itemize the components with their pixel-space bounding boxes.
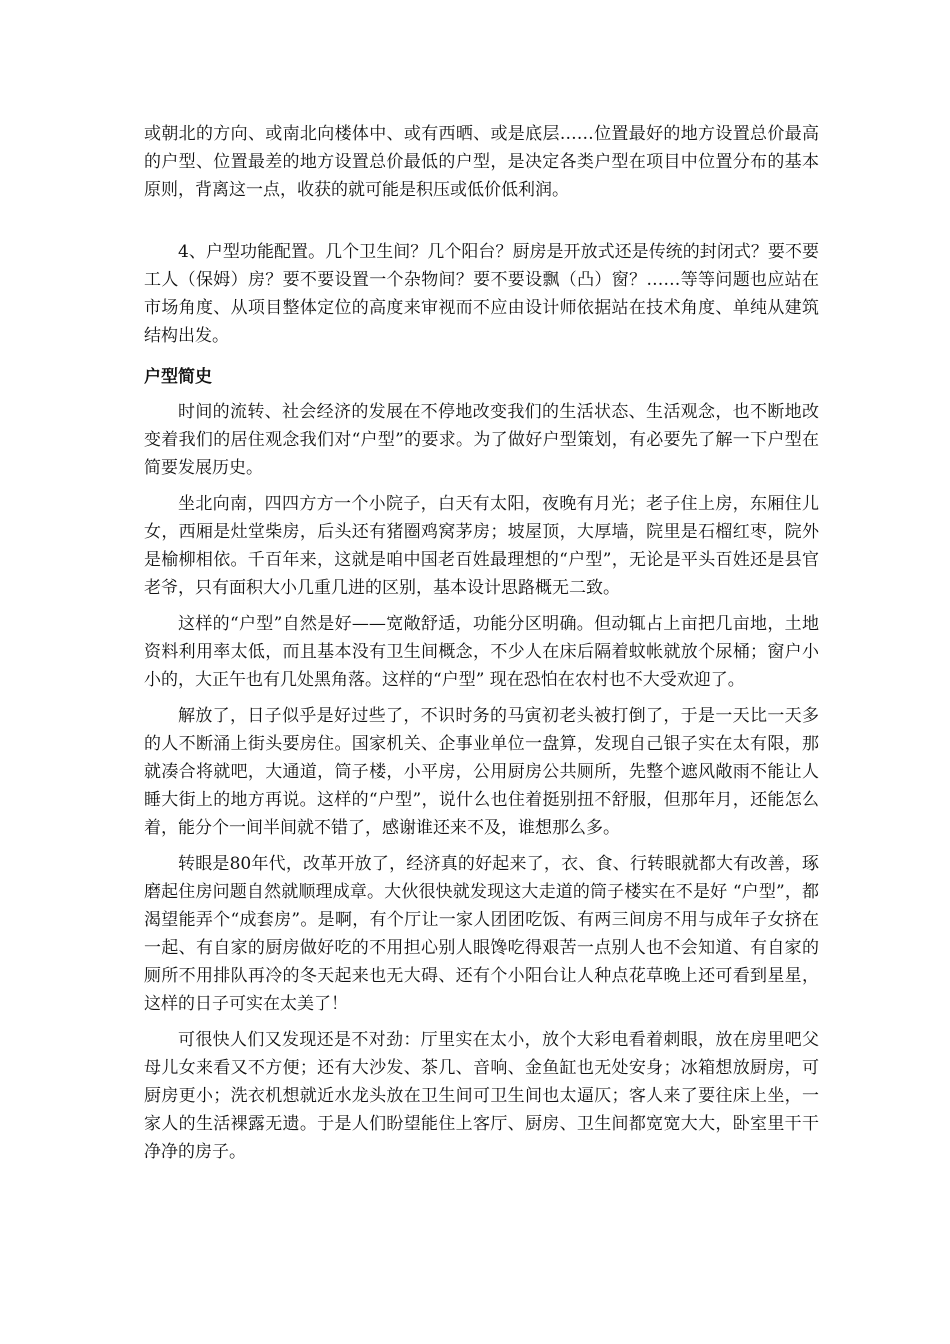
paragraph-small-rooms: 可很快人们又发现还是不对劲：厅里实在太小，放个大彩电看着刺眼，放在房里吧父母儿女来看又不方便；还有大沙发、茶几、音响、金鱼缸也无处安身；冰箱想放厨房，可厨房更小；洗衣机想就近水龙头放在卫生间可卫生间也太逼仄；客人来了要往床上坐，一家人的生活裸露无遗。于是人们盼望能住上客厅、厨房、卫生间都宽宽大大，卧室里干干净净的房子。 (144, 1030, 819, 1162)
section-heading: 户型简史 (144, 367, 212, 387)
paragraph-liberation: 解放了，日子似乎是好过些了，不识时务的马寅初老头被打倒了，于是一天比一天多的人不断涌上街头要房住。国家机关、企事业单位一盘算，发现自己银子实在太有限，那就凑合将就吧，大通道，筒子楼，小平房，公用厨房公共厕所，先整个遮风敞雨不能让人睡大街上的地方再说。这样的“户型”，说什么也住着挺别扭不舒服，但那年月，还能怎么着，能分个一间半间就不错了，感谢谁还来不及，谁想那么多。 (144, 706, 819, 838)
paragraph-location-principle: 或朝北的方向、或南北向楼体中、或有西晒、或是底层……位置最好的地方设置总价最高的户型、位置最差的地方设置总价最低的户型，是决定各类户型在项目中位置分布的基本原则，背离这一点，收获的就可能是积压或低价低利润。 (144, 124, 819, 200)
paragraph-courtyard: 坐北向南，四四方方一个小院子，白天有太阳，夜晚有月光；老子住上房，东厢住儿女，西厢是灶堂柴房，后头还有猪圈鸡窝茅房；坡屋顶，大厚墙，院里是石榴红枣，院外是榆柳相依。千百年来，这就是咱中国老百姓最理想的“户型”，无论是平头百姓还是县官老爷，只有面积大小几重几进的区别，基本设计思路概无二致。 (144, 494, 819, 598)
paragraph-function-config: 4、户型功能配置。几个卫生间？几个阳台？厨房是开放式还是传统的封闭式？要不要工人（保姆）房？要不要设置一个杂物间？要不要设飘（凸）窗？……等等问题也应站在市场角度、从项目整体定位的高度来审视而不应由设计师依据站在技术角度、单纯从建筑结构出发。 (144, 242, 819, 346)
paragraph-eighties: 转眼是80年代，改革开放了，经济真的好起来了，衣、食、行转眼就都大有改善，琢磨起住房问题自然就顺理成章。大伙很快就发现这大走道的筒子楼实在不是好 “户型”，都渴望能弄个“成套房”。是啊，有个厅让一家人团团吃饭、有两三间房不用与成年子女挤在一起、有自家的厨房做好吃的不用担心别人眼馋吃得艰苦一点别人也不会知道、有自家的厕所不用排队再冷的冬天起来也无大碍、还有个小阳台让人种点花草晚上还可看到星星，这样的日子可实在太美了！ (144, 854, 819, 1014)
paragraph-intro: 时间的流转、社会经济的发展在不停地改变我们的生活状态、生活观念，也不断地改变着我们的居住观念我们对“户型”的要求。为了做好户型策划，有必要先了解一下户型在简要发展历史。 (144, 402, 819, 478)
document-page (144, 120, 819, 1166)
paragraph-courtyard-drawbacks: 这样的“户型”自然是好——宽敞舒适，功能分区明确。但动辄占上亩把几亩地，土地资料利用率太低，而且基本没有卫生间概念，不少人在床后隔着蚊帐就放个尿桶；窗户小小的，大正午也有几处黑角落。这样的“户型” 现在恐怕在农村也不大受欢迎了。 (144, 614, 819, 690)
